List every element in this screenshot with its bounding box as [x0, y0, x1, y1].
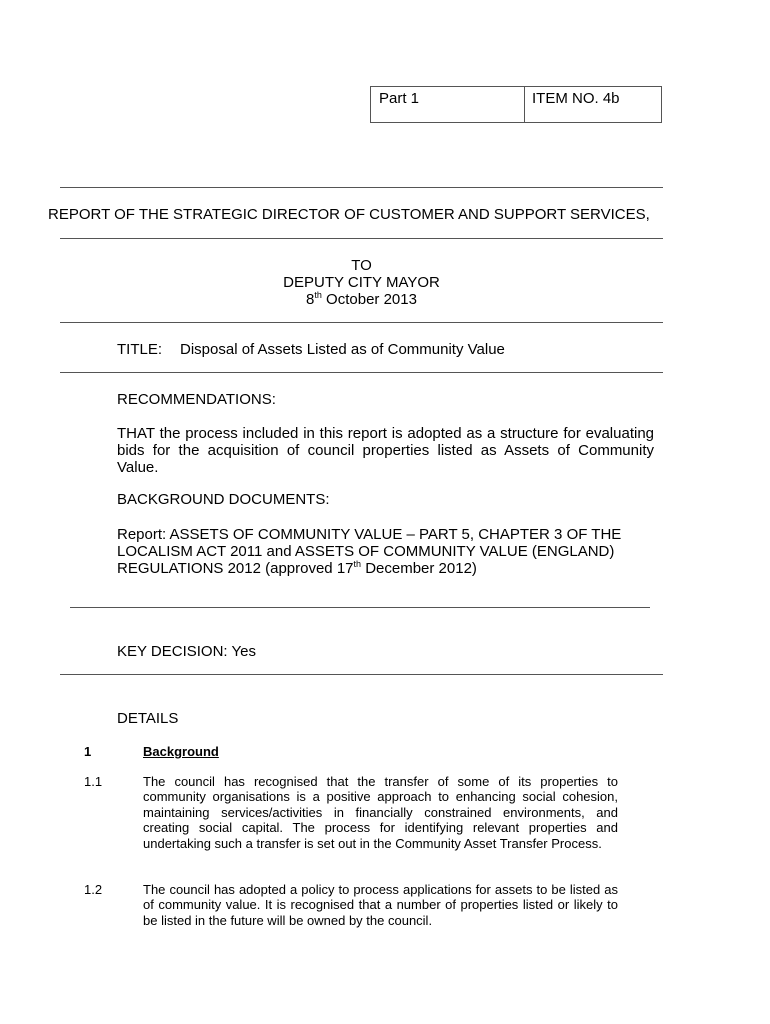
paragraph-text: The council has adopted a policy to process applications for assets to be listed as of community value. It is recognised that a number of properties listed or likely to be listed in the future will be owned by the council. [143, 882, 618, 928]
paragraph-number: 1.1 [84, 774, 103, 789]
part-label: Part 1 [379, 90, 420, 107]
background-documents-text [117, 526, 677, 577]
section-number: 1 [84, 744, 92, 759]
date-rest: October 2013 [321, 291, 417, 308]
background-line-3-pre: REGULATIONS 2012 (approved 17 [117, 560, 354, 577]
key-decision: KEY DECISION: Yes [117, 643, 256, 660]
background-line-3-sup: th [353, 559, 362, 569]
background-line-1: Report: ASSETS OF COMMUNITY VALUE – PART 5, CHAPTER 3 OF THE [117, 526, 622, 543]
divider-line [60, 372, 663, 373]
details-heading: DETAILS [117, 710, 179, 727]
to-label: TO [351, 257, 372, 274]
background-documents-heading: BACKGROUND DOCUMENTS: [117, 491, 330, 508]
recipient: DEPUTY CITY MAYOR [283, 274, 440, 291]
header-divider [524, 87, 525, 122]
paragraph-number: 1.2 [84, 882, 103, 897]
paragraph-text: The council has recognised that the transfer of some of its properties to community organisations is a positive approach to enhancing social cohesion, maintaining services/activities in financially constrained environments, and creating social capital. The process for identifying relevant properties and undertaking such a transfer is set out in the Community Asset Transfer Process. [143, 774, 618, 851]
divider-line [60, 187, 663, 188]
meeting-date [60, 291, 663, 308]
recommendations-text: THAT the process included in this report is adopted as a structure for evaluating bids for the acquisition of council properties listed as Assets of Community Value. [117, 425, 654, 476]
report-title: Disposal of Assets Listed as of Community Value [180, 341, 505, 358]
item-number: ITEM NO. 4b [532, 90, 620, 107]
date-day: 8 [306, 291, 315, 308]
section-title: Background [143, 744, 219, 759]
title-label: TITLE: [117, 341, 163, 358]
background-line-3-post: December 2012) [361, 560, 477, 577]
recommendations-heading: RECOMMENDATIONS: [117, 391, 276, 408]
date-suffix: th [314, 290, 322, 300]
divider-line [60, 238, 663, 239]
report-of-heading: REPORT OF THE STRATEGIC DIRECTOR OF CUSTOMER AND SUPPORT SERVICES, [48, 206, 650, 223]
divider-line [60, 322, 663, 323]
divider-line [60, 674, 663, 675]
header-box [370, 86, 662, 123]
background-line-3 [117, 560, 677, 577]
background-line-2: LOCALISM ACT 2011 and ASSETS OF COMMUNITY VALUE (ENGLAND) [117, 543, 615, 560]
divider-line [70, 607, 650, 608]
